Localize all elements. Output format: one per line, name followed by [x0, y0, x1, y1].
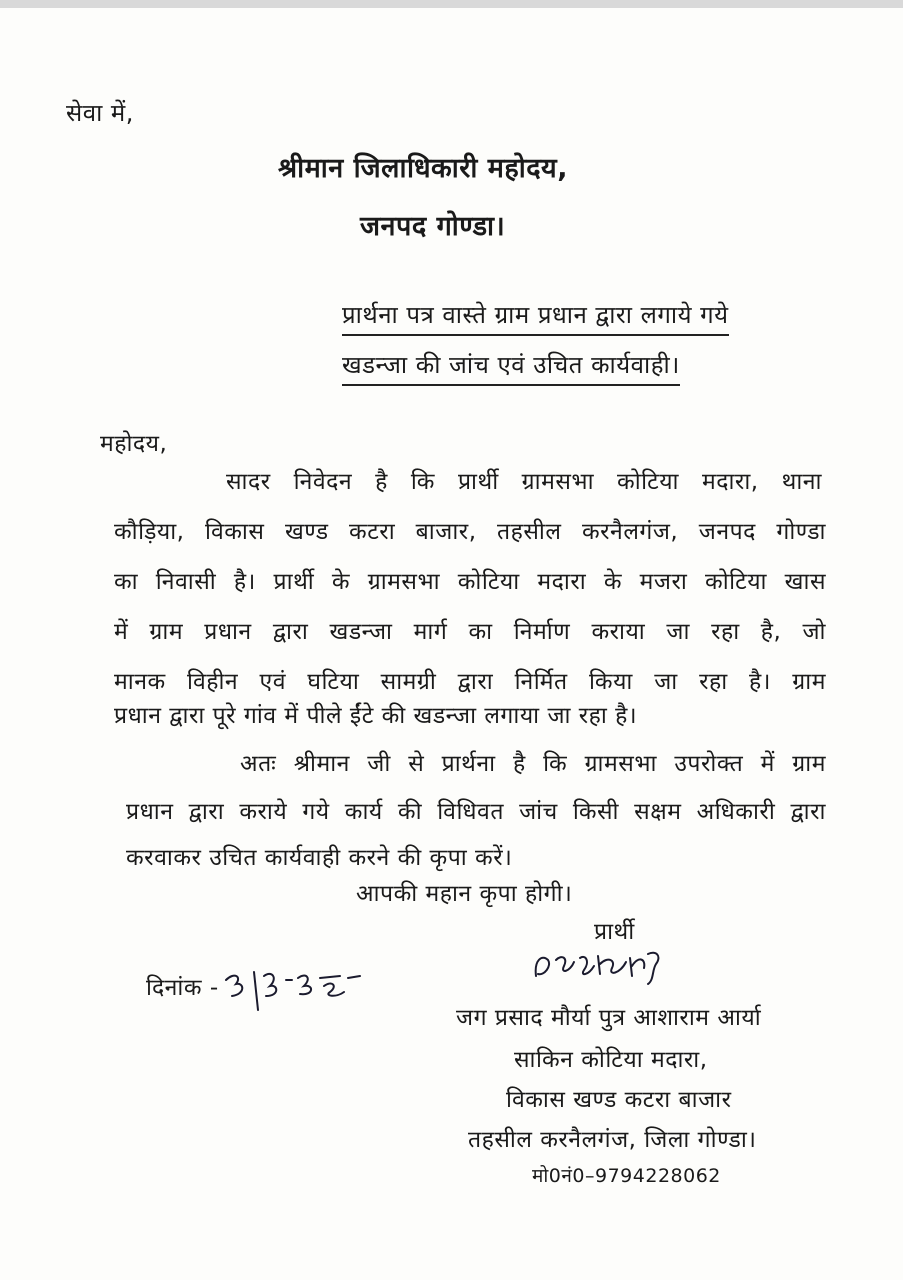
salutation: सेवा में,	[66, 99, 134, 127]
body-p1-line-1: सादर निवेदन है कि प्रार्थी ग्रामसभा कोटिया मदारा, थाना	[226, 469, 822, 495]
body-p2-line-2: प्रधान द्वारा कराये गये कार्य की विधिवत जांच किसी सक्षम अधिकारी द्वारा	[126, 799, 826, 825]
applicant-address-1: साकिन कोटिया मदारा,	[514, 1047, 708, 1073]
applicant-address-3: तहसील करनैलगंज, जिला गोण्डा।	[468, 1127, 757, 1153]
applicant-label: प्रार्थी	[594, 919, 635, 945]
recipient-district: जनपद गोण्डा।	[360, 211, 506, 242]
body-p1-line-2: कौड़िया, विकास खण्ड कटरा बाजार, तहसील करनैलगंज, जनपद गोण्डा	[114, 519, 826, 545]
closing-line: आपकी महान कृपा होगी।	[356, 881, 573, 907]
greeting: महोदय,	[100, 431, 168, 457]
applicant-signature	[528, 946, 668, 986]
body-p1-line-4: में ग्राम प्रधान द्वारा खडन्जा मार्ग का निर्माण कराया जा रहा है, जो	[114, 619, 826, 645]
body-p2-line-3: करवाकर उचित कार्यवाही करने की कृपा करें।	[126, 845, 513, 871]
applicant-address-2: विकास खण्ड कटरा बाजार	[506, 1087, 732, 1113]
applicant-mobile: मो0नं0–9794228062	[532, 1165, 721, 1187]
body-p2-line-1: अतः श्रीमान जी से प्रार्थना है कि ग्रामसभा उपरोक्त में ग्राम	[240, 751, 826, 777]
handwritten-date	[220, 966, 370, 1014]
body-p1-line-6: प्रधान द्वारा पूरे गांव में पीले ईंटे की खडन्जा लगाया जा रहा है।	[114, 703, 638, 729]
date-label: दिनांक -	[146, 975, 219, 1001]
applicant-name: जग प्रसाद मौर्या पुत्र आशाराम आर्या	[456, 1005, 762, 1031]
letter-page	[0, 8, 903, 1280]
body-p1-line-5: मानक विहीन एवं घटिया सामग्री द्वारा निर्मित किया जा रहा है। ग्राम	[114, 669, 826, 695]
body-p1-line-3: का निवासी है। प्रार्थी के ग्रामसभा कोटिया मदारा के मजरा कोटिया खास	[114, 569, 826, 595]
subject-line-2: खडन्जा की जांच एवं उचित कार्यवाही।	[342, 348, 680, 386]
subject-line-1: प्रार्थना पत्र वास्ते ग्राम प्रधान द्वारा लगाये गये	[342, 298, 729, 336]
recipient-title: श्रीमान जिलाधिकारी महोदय,	[278, 153, 568, 184]
